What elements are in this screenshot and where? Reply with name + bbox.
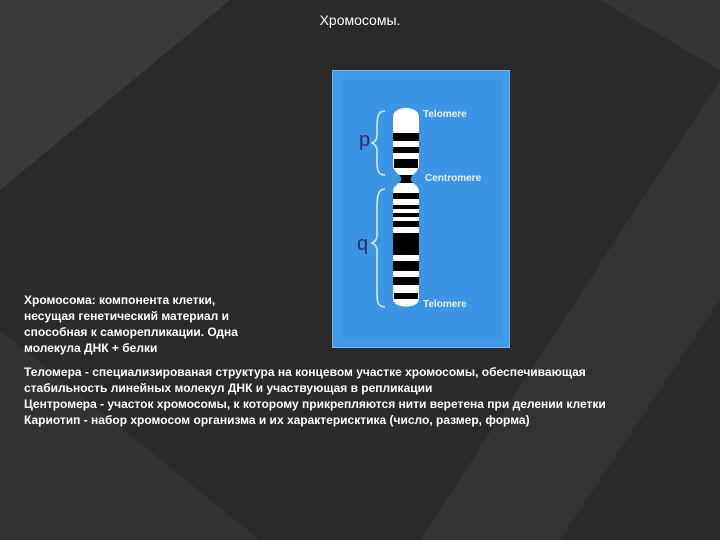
chromosome-diagram: [333, 71, 511, 349]
telomere-bottom-label: Telomere: [423, 299, 467, 310]
q-arm-label: q: [357, 233, 369, 255]
chromosome-q-arm: [393, 183, 419, 307]
definition-line: молекула ДНК + белки: [24, 341, 158, 355]
q-arm-brace: [371, 189, 385, 307]
telomere-definition-line: стабильность линейных молекул ДНК и участвующая в репликации: [24, 381, 433, 395]
centromere-definition-line: Центромера - участок хромосомы, к которому прикрепляются нити веретена при делении клетки: [24, 397, 606, 411]
definition-line: способная к саморепликации. Одна: [24, 325, 238, 339]
definition-line: Хромосома: компонента клетки,: [24, 293, 216, 307]
terms-definitions: [24, 364, 714, 428]
centromere-label: Centromere: [425, 173, 482, 184]
p-arm-brace: [371, 111, 385, 175]
p-arm-label: p: [359, 129, 371, 151]
telomere-top-label: Telomere: [423, 109, 467, 120]
centromere-constriction: [399, 175, 413, 183]
chromosome-figure: [332, 70, 510, 348]
telomere-definition-line: Теломера - специализированая структура на концевом участке хромосомы, обеспечивающая: [24, 365, 586, 379]
slide-title: Хромосомы.: [319, 12, 401, 28]
chromosome-definition: [24, 292, 294, 356]
definition-line: несущая генетический материал и: [24, 309, 229, 323]
karyotype-definition-line: Кариотип - набор хромосом организма и их характерисктика (число, размер, форма): [24, 413, 530, 427]
chromosome-p-arm: [393, 108, 419, 175]
